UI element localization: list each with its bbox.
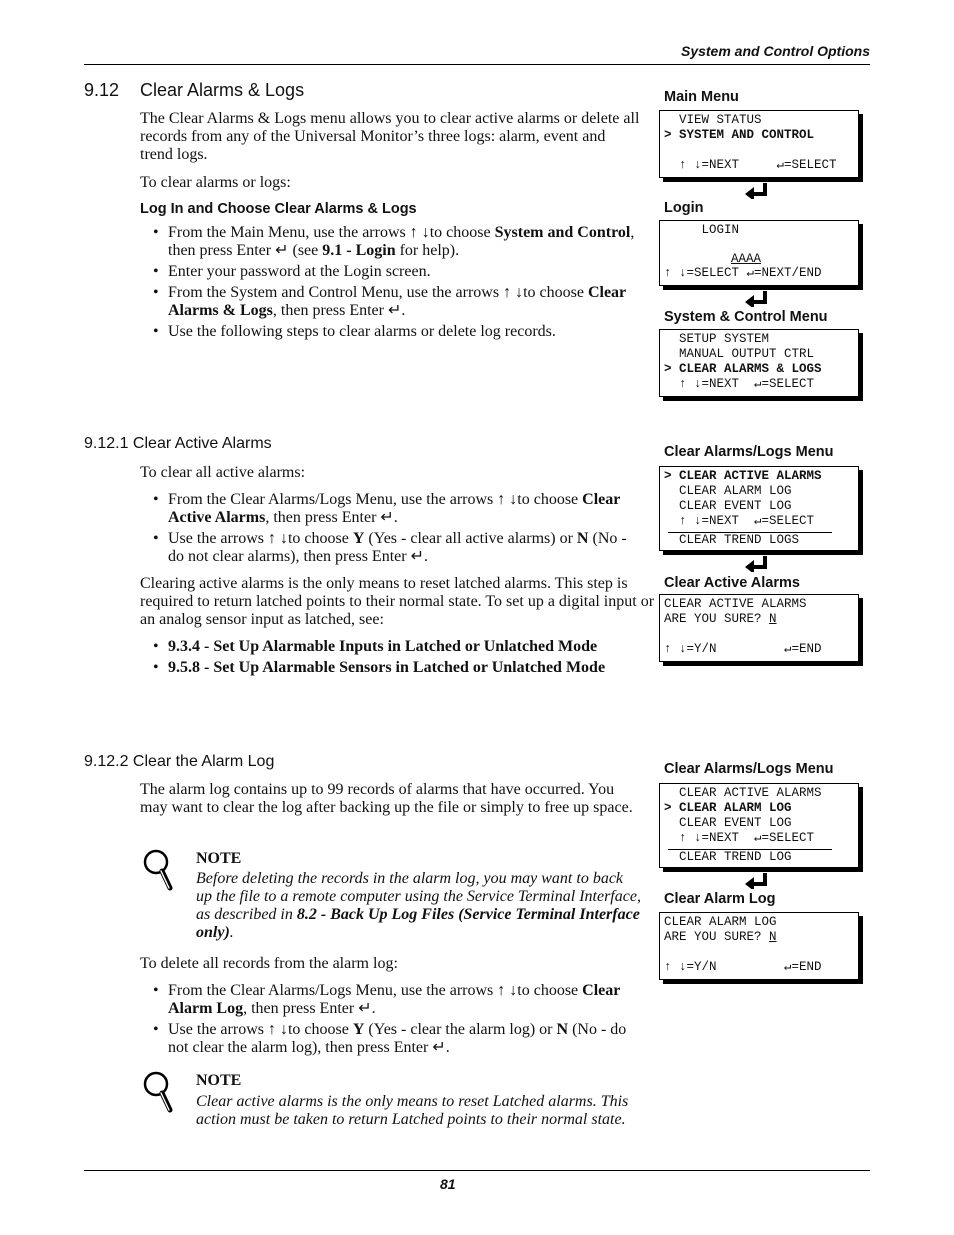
subheading-login: Log In and Choose Clear Alarms & Logs xyxy=(140,201,417,217)
lcd-clear-menu-active xyxy=(659,466,859,551)
list-item xyxy=(140,638,640,656)
lcd-line: VIEW STATUS xyxy=(664,113,762,127)
enter-arrow-icon xyxy=(745,182,769,199)
enter-arrow-icon xyxy=(745,555,769,572)
enter-arrow-icon xyxy=(745,290,769,307)
lcd-clear-active xyxy=(659,594,859,662)
enter-arrow-icon xyxy=(745,872,769,889)
footer-rule xyxy=(84,1170,870,1171)
confirm-value: N xyxy=(769,930,777,944)
lcd-line: CLEAR ACTIVE ALARMS xyxy=(664,597,807,611)
lcd-clear-menu-alarm-log xyxy=(659,783,859,868)
screen-label-clear-alarm-log: Clear Alarm Log xyxy=(664,891,776,907)
lcd-line: CLEAR EVENT LOG xyxy=(664,499,792,513)
lcd-line: CLEAR EVENT LOG xyxy=(664,816,792,830)
to-delete-text: To delete all records from the alarm log: xyxy=(140,955,398,972)
lcd-clear-alarm-log xyxy=(659,912,859,980)
header-rule xyxy=(84,64,870,65)
list-item: • Use the following steps to clear alarms or delete log records. xyxy=(140,323,640,341)
section-title: Clear Alarms & Logs xyxy=(140,80,305,100)
alarm-log-steps-list xyxy=(140,982,640,1060)
note-title: NOTE xyxy=(196,1072,242,1089)
lcd-line: SETUP SYSTEM xyxy=(664,332,770,346)
running-header: System and Control Options xyxy=(680,43,870,59)
section-number: 9.12 xyxy=(84,80,120,100)
lcd-line: ↑ ↓=NEXT ↵=SELECT xyxy=(664,514,815,528)
subsection-title-alarm-log: 9.12.2 Clear the Alarm Log xyxy=(84,753,275,770)
screen-label-clear-active: Clear Active Alarms xyxy=(664,575,800,591)
magnifier-icon xyxy=(140,1070,176,1118)
lcd-login xyxy=(659,220,859,286)
screen-label-login: Login xyxy=(664,200,704,216)
note-text: Clear active alarms is the only means to reset Latched alarms. This action must be taken to return Latched points to their normal state. xyxy=(196,1093,629,1128)
password-field: AAAA xyxy=(731,252,762,266)
lcd-line: ↑ ↓=NEXT ↵=SELECT xyxy=(664,377,815,391)
page-number: 81 xyxy=(440,1176,456,1192)
lcd-line: CLEAR TREND LOG xyxy=(664,850,792,864)
lcd-line-selected: > CLEAR ALARM LOG xyxy=(664,801,792,815)
confirm-value: N xyxy=(769,612,777,626)
lcd-line-selected: > SYSTEM AND CONTROL xyxy=(664,128,815,142)
screen-label-clear-menu: Clear Alarms/Logs Menu xyxy=(664,761,834,777)
note-text: Before deleting the records in the alarm log, you may want to back up the file to a remote computer using the Service Terminal Interface, as described in 8.2 - Back Up Log Files (Service Terminal Interface only). xyxy=(196,870,641,941)
lcd-line: ARE YOU SURE? N xyxy=(664,930,777,944)
list-item: • From the Clear Alarms/Logs Menu, use the arrows ↑ ↓to choose Clear Active Alarms, then press Enter ↵. xyxy=(140,491,640,527)
latched-refs-list xyxy=(140,638,640,680)
cross-reference-link[interactable]: 8.2 - Back Up Log Files (Service Terminal Interface only) xyxy=(196,906,640,941)
lcd-line: MANUAL OUTPUT CTRL xyxy=(664,347,815,361)
list-item: • Enter your password at the Login screen. xyxy=(140,263,640,281)
lcd-line: ARE YOU SURE? N xyxy=(664,612,777,626)
lcd-line: CLEAR ACTIVE ALARMS xyxy=(664,786,822,800)
lcd-line: ↑ ↓=Y/N ↵=END xyxy=(664,642,822,656)
latched-paragraph: Clearing active alarms is the only means to reset latched alarms. This step is required to return latched points to their normal state. To set up a digital input or an analog sensor input as latched, see: xyxy=(140,575,655,628)
login-steps-list xyxy=(140,224,640,344)
lcd-line: CLEAR ALARM LOG xyxy=(664,484,792,498)
lcd-line-selected: > CLEAR ACTIVE ALARMS xyxy=(664,469,822,483)
lcd-system-control xyxy=(659,329,859,397)
list-item xyxy=(140,659,640,677)
subsection-title-active: 9.12.1 Clear Active Alarms xyxy=(84,435,272,452)
section-intro: The Clear Alarms & Logs menu allows you to clear active alarms or delete all records from any of the Universal Monitor’s three logs: alarm, event and trend logs. xyxy=(140,110,640,163)
lcd-line: ↑ ↓=SELECT ↵=NEXT/END xyxy=(664,266,822,280)
magnifier-icon xyxy=(140,848,176,896)
list-item: • From the System and Control Menu, use the arrows ↑ ↓to choose Clear Alarms & Logs, then press Enter ↵. xyxy=(140,284,640,320)
screen-label-clear-menu: Clear Alarms/Logs Menu xyxy=(664,444,834,460)
screen-label-main-menu: Main Menu xyxy=(664,89,739,105)
active-steps-list xyxy=(140,491,640,569)
list-item: • Use the arrows ↑ ↓to choose Y (Yes - clear all active alarms) or N (No - do not clear alarms), then press Enter ↵. xyxy=(140,530,640,566)
alarm-log-intro: The alarm log contains up to 99 records of alarms that have occurred. You may want to clear the log after backing up the file or simply to free up space. xyxy=(140,781,633,816)
active-intro: To clear all active alarms: xyxy=(140,464,306,481)
lcd-line: CLEAR ALARM LOG xyxy=(664,915,777,929)
lcd-line: ↑ ↓=NEXT ↵=SELECT xyxy=(664,158,837,172)
list-item: • From the Main Menu, use the arrows ↑ ↓to choose System and Control, then press Enter ↵ (see 9.1 - Login for help). xyxy=(140,224,640,260)
lcd-line: ↑ ↓=Y/N ↵=END xyxy=(664,960,822,974)
lcd-line: CLEAR TREND LOGS xyxy=(664,533,800,547)
lcd-line: ↑ ↓=NEXT ↵=SELECT xyxy=(664,831,815,845)
cross-reference-link[interactable]: 9.3.4 - Set Up Alarmable Inputs in Latched or Unlatched Mode xyxy=(168,638,598,655)
cross-reference-link[interactable]: 9.5.8 - Set Up Alarmable Sensors in Latched or Unlatched Mode xyxy=(168,659,606,676)
lcd-main-menu xyxy=(659,110,859,178)
to-clear-text: To clear alarms or logs: xyxy=(140,174,291,191)
lcd-line: LOGIN xyxy=(664,223,740,237)
note-title: NOTE xyxy=(196,850,242,867)
screen-label-system-control: System & Control Menu xyxy=(664,309,828,325)
list-item: • Use the arrows ↑ ↓to choose Y (Yes - clear the alarm log) or N (No - do not clear the alarm log), then press Enter ↵. xyxy=(140,1021,640,1057)
list-item: • From the Clear Alarms/Logs Menu, use the arrows ↑ ↓to choose Clear Alarm Log, then press Enter ↵. xyxy=(140,982,640,1018)
lcd-line-selected: > CLEAR ALARMS & LOGS xyxy=(664,362,822,376)
